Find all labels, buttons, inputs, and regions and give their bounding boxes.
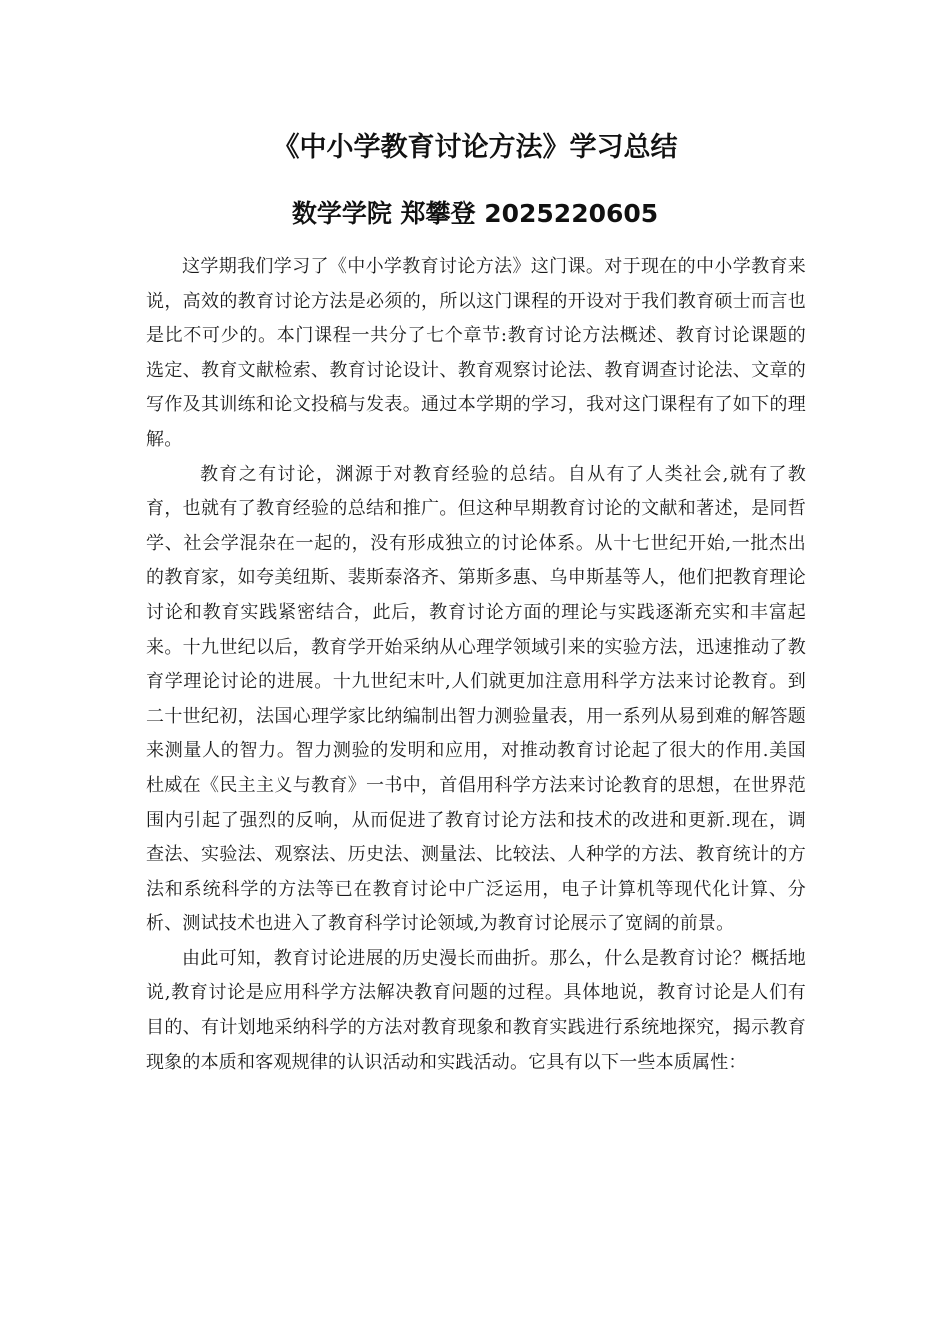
paragraph: 由此可知，教育讨论进展的历史漫长而曲折。那么，什么是教育讨论？概括地说,教育讨论是应用科学方法解决教育问题的过程。具体地说，教育讨论是人们有目的、有计划地采纳科学的方法对教育现象和教育实践进行系统地探究，揭示教育现象的本质和客观规律的认识活动和实践活动。它具有以下一些本质属性： — [146, 947, 806, 1073]
paragraph: 这学期我们学习了《中小学教育讨论方法》这门课。对于现在的中小学教育来说，高效的教育讨论方法是必须的，所以这门课程的开设对于我们教育硕士而言也是比不可少的。本门课程一共分了七个章节:教育讨论方法概述、教育讨论课题的选定、教育文献检索、教育讨论设计、教育观察讨论法、教育调查讨论法、文章的写作及其训练和论文投稿与发表。通过本学期的学习，我对这门课程有了如下的理解。 — [146, 256, 806, 450]
paragraph: 教育之有讨论，渊源于对教育经验的总结。自从有了人类社会,就有了教育，也就有了教育经验的总结和推广。但这种早期教育讨论的文献和著述，是同哲学、社会学混杂在一起的，没有形成独立的讨论体系。从十七世纪开始,一批杰出的教育家，如夸美纽斯、裴斯泰洛齐、第斯多惠、乌申斯基等人，他们把教育理论讨论和教育实践紧密结合，此后，教育讨论方面的理论与实践逐渐充实和丰富起来。十九世纪以后，教育学开始采纳从心理学领域引来的实验方法，迅速推动了教育学理论讨论的进展。十九世纪末叶,人们就更加注意用科学方法来讨论教育。到二十世纪初，法国心理学家比纳编制出智力测验量表，用一系列从易到难的解答题来测量人的智力。智力测验的发明和应用，对推动教育讨论起了很大的作用.美国杜威在《民主主义与教育》一书中，首倡用科学方法来讨论教育的思想，在世界范围内引起了强烈的反响，从而促进了教育讨论方法和技术的改进和更新.现在，调查法、实验法、观察法、历史法、测量法、比较法、人种学的方法、教育统计的方法和系统科学的方法等已在教育讨论中广泛运用，电子计算机等现代化计算、分析、测试技术也进入了教育科学讨论领域,为教育讨论展示了宽阔的前景。 — [146, 463, 806, 935]
document-title: 《中小学教育讨论方法》学习总结 — [272, 132, 678, 163]
document-body — [146, 250, 806, 1080]
author-byline: 数学学院 郑攀登 2025220605 — [291, 199, 659, 228]
